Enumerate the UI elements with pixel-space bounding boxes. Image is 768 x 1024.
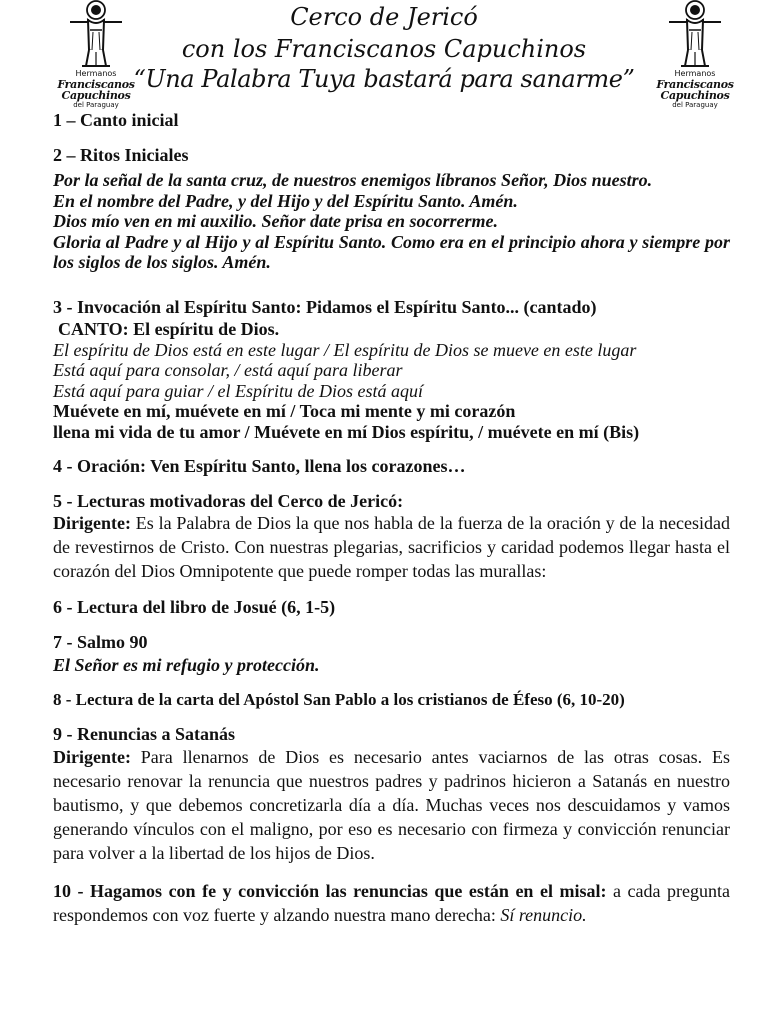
psalm-response: El Señor es mi refugio y protección. — [53, 655, 320, 675]
logo-line-hermanos: Hermanos — [75, 69, 117, 78]
logo-line-franciscanos: Franciscanos — [57, 78, 135, 91]
section-8-heading: 8 - Lectura de la carta del Apóstol San Pablo a los cristianos de Éfeso (6, 10-20) — [53, 689, 625, 709]
section-5-heading: 5 - Lecturas motivadoras del Cerco de Jericó: — [53, 490, 404, 511]
renuncio-response: Sí renuncio. — [500, 904, 587, 925]
section-9-paragraph — [53, 745, 730, 865]
section-9-text: Para llenarnos de Dios es necesario antes vaciarnos de las otras cosas. Es necesario renovar la renuncia que nuestros padres y padrinos hicieron a Satanás en nuestro bautismo, y que debemos concretizarla día a día. Muchas veces nos descuidamos y vamos generando vínculos con el maligno, por eso es necesario con firmeza y convicción renunciar para volver a la libertad de los hijos de Dios. — [53, 746, 730, 863]
canto-title: CANTO: El espíritu de Dios. — [58, 319, 280, 339]
prayer-line: Gloria al Padre y al Hijo y al Espíritu Santo. Como era en el principio ahora y siempre por los siglos de los siglos. Amén. — [53, 231, 730, 272]
section-7-heading: 7 - Salmo 90 — [53, 631, 148, 652]
page-title: Cerco de Jericó — [290, 3, 478, 31]
friar-figure-icon — [66, 0, 126, 70]
logo-line-paraguay: del Paraguay — [672, 101, 718, 109]
dirigente-label: Dirigente: — [53, 513, 131, 533]
page-subtitle: con los Franciscanos Capuchinos — [181, 35, 587, 63]
prayer-line: En el nombre del Padre, y del Hijo y del Espíritu Santo. Amén. — [53, 190, 518, 211]
section-5-paragraph — [53, 511, 730, 583]
document-body — [53, 110, 730, 927]
song-verse: El espíritu de Dios está en este lugar / El espíritu de Dios se mueve en este lugar — [53, 339, 637, 360]
logo-line-hermanos: Hermanos — [674, 69, 716, 78]
prayer-line: Dios mío ven en mi auxilio. Señor date prisa en socorrerme. — [53, 211, 499, 231]
header — [0, 0, 768, 112]
section-10-paragraph — [53, 879, 730, 927]
logo-right — [653, 0, 737, 112]
page-motto: “Una Palabra Tuya bastará para sanarme” — [133, 65, 635, 93]
song-chorus: Muévete en mí, muévete en mí / Toca mi mente y mi corazón — [53, 401, 516, 421]
dirigente-label: Dirigente: — [53, 746, 131, 767]
section-4-heading: 4 - Oración: Ven Espíritu Santo, llena los corazones… — [53, 456, 466, 476]
section-2-heading: 2 – Ritos Iniciales — [53, 144, 189, 165]
section-10-text: a cada pregunta respondemos con voz fuerte y alzando nuestra mano derecha: — [53, 880, 730, 925]
logo-left — [54, 0, 138, 112]
logo-line-paraguay: del Paraguay — [73, 101, 119, 109]
section-6-heading: 6 - Lectura del libro de Josué (6, 1-5) — [53, 597, 336, 617]
logo-text — [653, 70, 737, 109]
song-chorus: llena mi vida de tu amor / Muévete en mí Dios espíritu, / muévete en mí (Bis) — [53, 421, 640, 442]
section-1-heading: 1 – Canto inicial — [53, 110, 179, 130]
section-9-heading: 9 - Renuncias a Satanás — [53, 724, 236, 744]
section-3-heading: 3 - Invocación al Espíritu Santo: Pidamos el Espíritu Santo... (cantado) — [53, 296, 597, 317]
logo-line-capuchinos: Capuchinos — [660, 89, 730, 102]
section-10-heading: 10 - Hagamos con fe y convicción las renuncias que están en el misal: — [53, 880, 607, 901]
section-5-text: Es la Palabra de Dios la que nos habla de la fuerza de la oración y de la necesidad de revestirnos de Cristo. Con nuestras plegarias, sacrificios y caridad podemos llegar hasta el corazón del Dios Omnipotente que puede romper todas las murallas: — [53, 513, 730, 581]
logo-line-capuchinos: Capuchinos — [61, 89, 131, 102]
logo-line-franciscanos: Franciscanos — [656, 78, 734, 91]
song-verse: Está aquí para consolar, / está aquí para liberar — [53, 360, 403, 380]
song-verse: Está aquí para guiar / el Espíritu de Dios está aquí — [53, 380, 424, 401]
prayer-line: Por la señal de la santa cruz, de nuestros enemigos líbranos Señor, Dios nuestro. — [53, 170, 653, 190]
friar-figure-icon — [665, 0, 725, 70]
